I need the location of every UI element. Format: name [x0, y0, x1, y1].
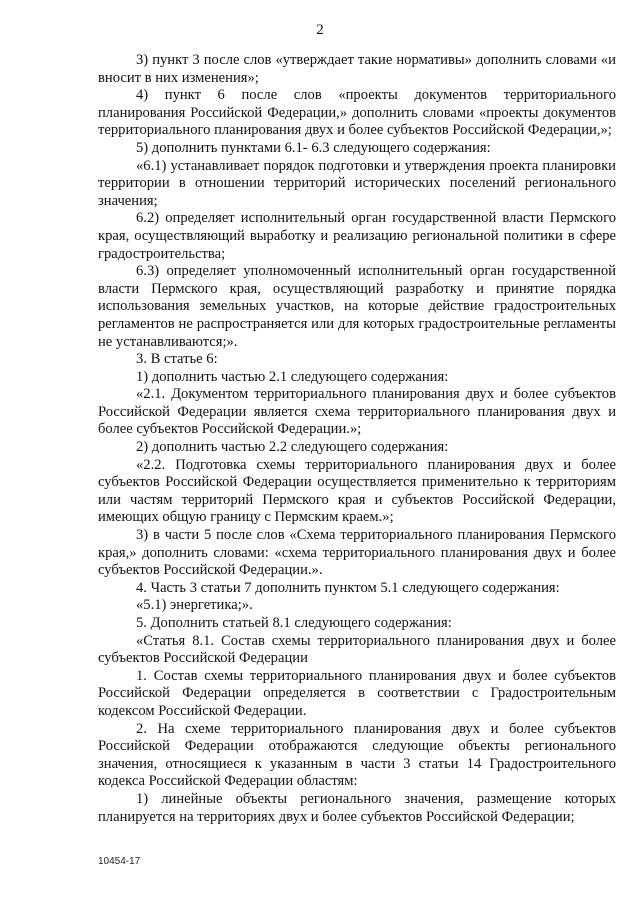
- paragraph: 5. Дополнить статьей 8.1 следующего содержания:: [136, 615, 452, 631]
- document-code: 10454-17: [98, 856, 141, 867]
- paragraph: 6.2) определяет исполнительный орган государственной власти Пермского края, осуществляющий выработку и реализацию региональной политики в сфере градостроительства;: [98, 210, 616, 262]
- paragraph: 1. Состав схемы территориального планирования двух и более субъектов Российской Федерации определяется в соответствии с Градостроительным кодексом Российской Федерации.: [98, 667, 616, 719]
- paragraph: 1) дополнить частью 2.1 следующего содержания:: [136, 368, 449, 385]
- paragraph: «5.1) энергетика;».: [136, 597, 253, 614]
- paragraph: 3) в части 5 после слов «Схема территориального планирования Пермского края,» дополнить словами: «схема территориального планирования двух и более субъектов Российской Федерации.».: [98, 527, 616, 579]
- paragraph: «2.1. Документом территориального планирования двух и более субъектов Российской Федерации является схема территориального планирования двух и более субъектов Российской Федерации.»;: [98, 386, 616, 438]
- article-heading: «Статья 8.1. Состав схемы территориального планирования двух и более субъектов Российской Федерации: [98, 632, 616, 667]
- paragraph: 4. Часть 3 статьи 7 дополнить пунктом 5.1 следующего содержания:: [136, 579, 560, 596]
- paragraph: 2. На схеме территориального планирования двух и более субъектов Российской Федерации отображаются следующие объекты регионального значения, относящиеся к указанным в части 3 статьи 14 Градостроительного кодекса Российской Федерации областям:: [98, 720, 616, 790]
- paragraph: 4) пункт 6 после слов «проекты документов территориального планирования Российской Федерации,» дополнить словами «проекты документов территориального планирования двух и более субъектов Российской Федерации,»;: [98, 87, 616, 139]
- document-body: [98, 52, 616, 826]
- page-number: 2: [316, 22, 324, 38]
- paragraph: 3. В статье 6:: [136, 351, 218, 368]
- paragraph: 2) дополнить частью 2.2 следующего содержания:: [136, 439, 449, 456]
- paragraph: 6.3) определяет уполномоченный исполнительный орган государственной власти Пермского края, осуществляющий разработку и принятие порядка использования земельных участков, на которые действие градостроительных регламентов не распространяется или для которых градостроительные регламенты не устанавливаются;».: [98, 263, 616, 350]
- paragraph: «6.1) устанавливает порядок подготовки и утверждения проекта планировки территории в отношении территорий исторических поселений регионального значения;: [98, 157, 616, 209]
- paragraph: 1) линейные объекты регионального значения, размещение которых планируется на территориях двух и более субъектов Российской Федерации;: [98, 790, 616, 825]
- paragraph: «2.2. Подготовка схемы территориального планирования двух и более субъектов Российской Федерации осуществляется применительно к территориям или частям территорий Пермского края и субъектов Российской Федерации, имеющих общую границу с Пермским краем.»;: [98, 456, 616, 526]
- paragraph: 5) дополнить пунктами 6.1- 6.3 следующего содержания:: [136, 139, 491, 156]
- paragraph: 3) пункт 3 после слов «утверждает такие нормативы» дополнить словами «и вносит в них изменения»;: [98, 52, 616, 86]
